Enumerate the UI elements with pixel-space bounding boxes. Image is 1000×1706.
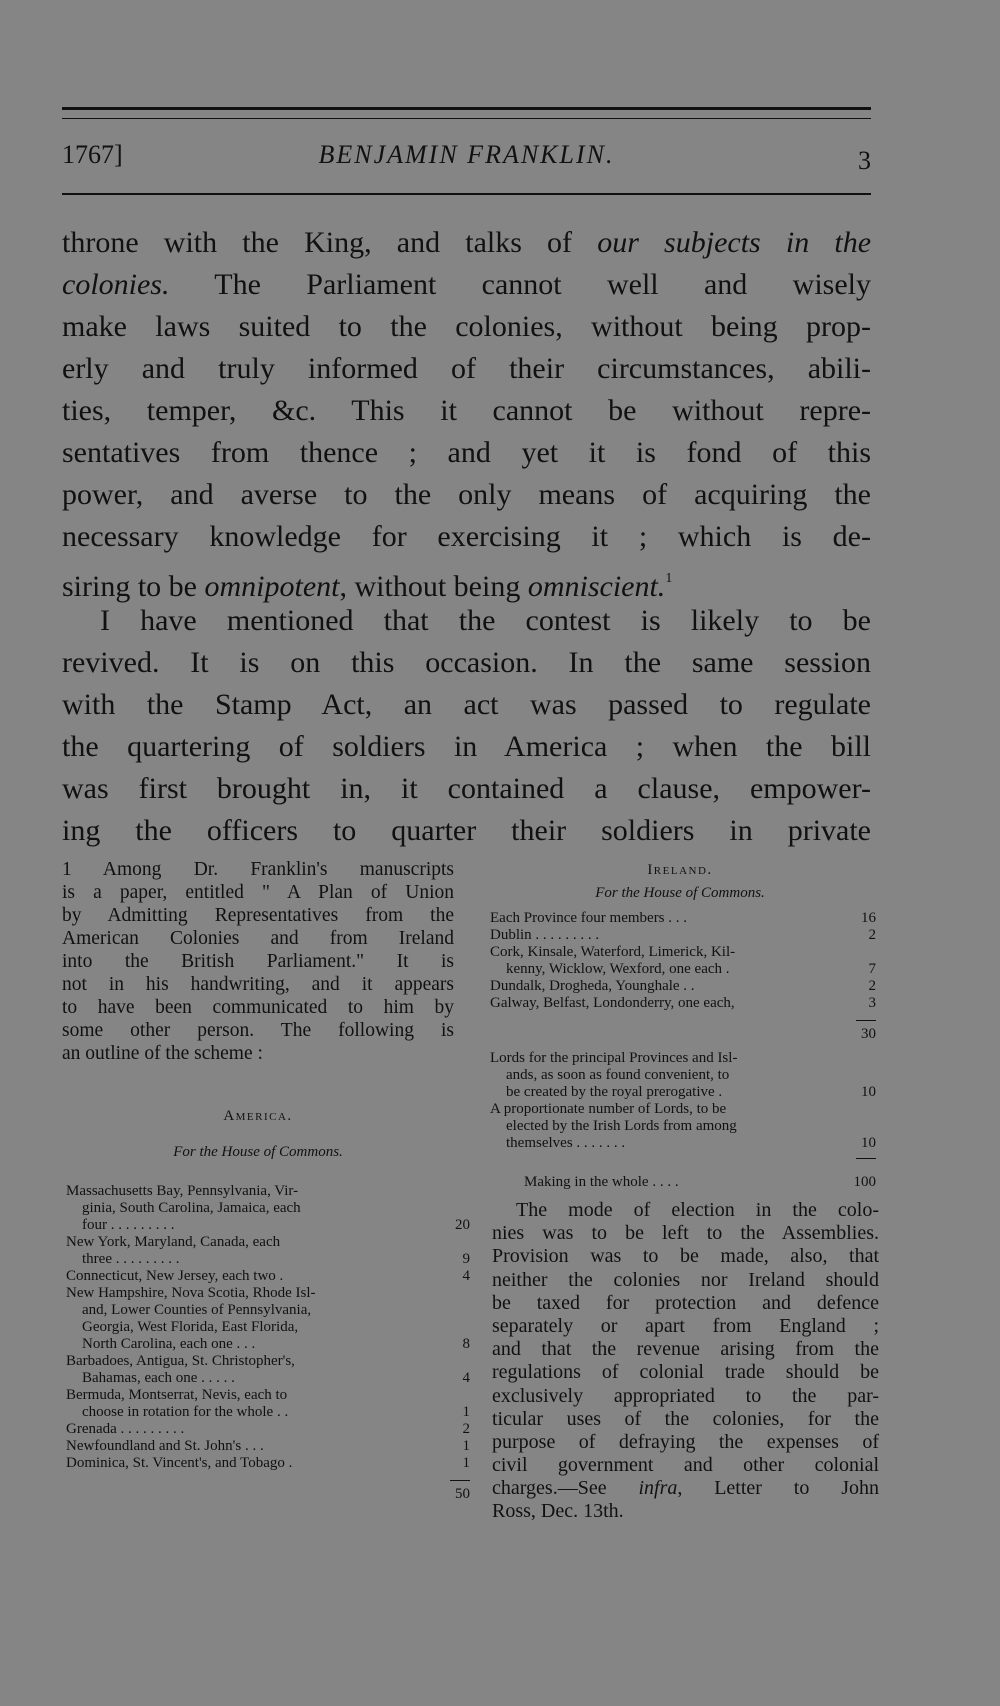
row-count: 2 <box>462 1421 470 1437</box>
row-label: three . . . . . . . . . <box>82 1251 180 1267</box>
body-line: I have mentioned that the contest is likely to be <box>100 604 871 637</box>
row-label: Georgia, West Florida, East Florida, <box>82 1319 299 1335</box>
table-row <box>66 1370 470 1387</box>
table-row <box>66 1200 470 1217</box>
header-year: 1767] <box>62 140 123 169</box>
row-label: Making in the whole . . . . <box>524 1174 679 1190</box>
body-line: with the Stamp Act, an act was passed to regulate <box>62 688 871 721</box>
row-count: 8 <box>462 1336 470 1352</box>
row-count: 9 <box>462 1251 470 1267</box>
footnote-line: 1 Among Dr. Franklin's manuscripts <box>62 859 454 880</box>
table-row <box>66 1438 470 1455</box>
footnote-line: Provision was to be made, also, that <box>492 1245 879 1268</box>
footnote-line: nies was to be left to the Assemblies. <box>492 1222 879 1245</box>
footnote-line: by Admitting Representatives from the <box>62 905 454 926</box>
body-line: the quartering of soldiers in America ; when the bill <box>62 730 871 763</box>
table-row <box>66 1251 470 1268</box>
table-row <box>490 1135 876 1152</box>
table-row <box>66 1217 470 1234</box>
row-count: 2 <box>868 978 876 994</box>
table-row <box>66 1404 470 1421</box>
body-line: sentatives from thence ; and yet it is fond of this <box>62 436 871 469</box>
america-table <box>66 1183 470 1502</box>
row-label: New York, Maryland, Canada, each <box>66 1234 281 1250</box>
footnote-line: neither the colonies nor Ireland should <box>492 1268 879 1291</box>
body-line: ties, temper, &c. This it cannot be without repre- <box>62 394 871 427</box>
row-count: 10 <box>861 1084 876 1100</box>
table-row <box>66 1302 470 1319</box>
footnote-line: separately or apart from England ; <box>492 1314 879 1337</box>
row-count: 4 <box>462 1268 470 1284</box>
body-line: make laws suited to the colonies, without being prop- <box>62 310 871 343</box>
footnote-line: and that the revenue arising from the <box>492 1338 879 1361</box>
row-count: 16 <box>861 910 876 926</box>
row-label: Cork, Kinsale, Waterford, Limerick, Kil- <box>490 944 736 960</box>
body-line: revived. It is on this occasion. In the same session <box>62 646 871 679</box>
footnote-line: Ross, Dec. 13th. <box>492 1500 624 1523</box>
row-label: Dundalk, Drogheda, Younghale . . <box>490 978 695 994</box>
row-count: 3 <box>868 995 876 1011</box>
row-label: North Carolina, each one . . . <box>82 1336 256 1352</box>
row-count: 1 <box>462 1455 470 1471</box>
row-label: Grenada . . . . . . . . . <box>66 1421 185 1437</box>
header-title: BENJAMIN FRANKLIN. <box>318 140 615 169</box>
row-label: Barbadoes, Antigua, St. Christopher's, <box>66 1353 295 1369</box>
footnote-line: some other person. The following is <box>62 1020 454 1041</box>
row-label: Newfoundland and St. John's . . . <box>66 1438 264 1454</box>
running-header <box>62 140 871 182</box>
row-label: Galway, Belfast, Londonderry, one each, <box>490 995 735 1011</box>
footnote-line: is a paper, entitled " A Plan of Union <box>62 882 454 903</box>
row-label: elected by the Irish Lords from among <box>506 1118 737 1134</box>
footnote-line: The mode of election in the colo- <box>516 1199 879 1221</box>
row-label: Bermuda, Montserrat, Nevis, each to <box>66 1387 288 1403</box>
body-line: erly and truly informed of their circumstances, abili- <box>62 352 871 385</box>
table-row <box>66 1183 470 1200</box>
body-line: siring to be omnipotent, without being omniscient.$^1$ <box>62 570 673 603</box>
footnote-line: exclusively appropriated to the par- <box>492 1384 879 1407</box>
footnote-line: not in his handwriting, and it appears <box>62 974 454 995</box>
row-label: New Hampshire, Nova Scotia, Rhode Isl- <box>66 1285 316 1301</box>
top-rule-thick <box>62 107 871 110</box>
row-label: be created by the royal prerogative . <box>506 1084 723 1100</box>
body-line: was first brought in, it contained a clause, empower- <box>62 772 871 805</box>
page-number: 3 <box>858 146 871 175</box>
ireland-subheading: For the House of Commons. <box>595 885 765 901</box>
row-label: Bahamas, each one . . . . . <box>82 1370 235 1386</box>
row-label: Each Province four members . . . <box>490 910 688 926</box>
table-row <box>66 1234 470 1251</box>
row-label: Connecticut, New Jersey, each two . <box>66 1268 284 1284</box>
row-label: Massachusetts Bay, Pennsylvania, Vir- <box>66 1183 299 1199</box>
row-label: A proportionate number of Lords, to be <box>490 1101 727 1117</box>
ireland-whole-table <box>490 1174 876 1191</box>
row-label: kenny, Wicklow, Wexford, one each . <box>506 961 730 977</box>
row-count: 4 <box>462 1370 470 1386</box>
footnote-line: civil government and other colonial <box>492 1454 879 1477</box>
table-row <box>490 1174 876 1191</box>
table-row <box>490 910 876 927</box>
table-row <box>490 1067 876 1084</box>
row-count: 100 <box>853 1174 876 1190</box>
table-row <box>490 927 876 944</box>
row-label: ands, as soon as found convenient, to <box>506 1067 730 1083</box>
footnote-right <box>492 1199 879 1524</box>
main-text <box>62 222 871 852</box>
sum-rule <box>856 1158 876 1159</box>
footnote-line: American Colonies and from Ireland <box>62 928 454 949</box>
table-row <box>66 1268 470 1285</box>
body-line: necessary knowledge for exercising it ; which is de- <box>62 520 871 553</box>
table-row <box>490 978 876 995</box>
row-label: themselves . . . . . . . <box>506 1135 626 1151</box>
table-row <box>490 944 876 961</box>
footnote-line: regulations of colonial trade should be <box>492 1361 879 1384</box>
table-row <box>490 995 876 1012</box>
table-row <box>66 1285 470 1302</box>
top-rule-thin <box>62 118 871 119</box>
row-label: choose in rotation for the whole . . <box>82 1404 289 1420</box>
total-count: 30 <box>861 1026 876 1042</box>
footnote-line: to have been communicated to him by <box>62 997 454 1018</box>
body-line: throne with the King, and talks of our subjects in the <box>62 226 872 259</box>
total-count: 50 <box>455 1486 470 1502</box>
table-row <box>66 1353 470 1370</box>
table-row <box>66 1421 470 1438</box>
footnote-line: into the British Parliament." It is <box>62 951 454 972</box>
america-subheading: For the House of Commons. <box>173 1144 343 1160</box>
footnote-marker: 1 <box>665 571 673 586</box>
body-line: ing the officers to quarter their soldiers in private <box>62 814 871 847</box>
america-heading: America. <box>223 1108 293 1124</box>
row-label: and, Lower Counties of Pennsylvania, <box>82 1302 312 1318</box>
sum-rule <box>856 1020 876 1021</box>
footnote-line: an outline of the scheme : <box>62 1043 263 1064</box>
body-line: colonies. The Parliament cannot well and wisely <box>62 268 871 301</box>
row-count: 20 <box>455 1217 470 1233</box>
row-count: 2 <box>868 927 876 943</box>
table-row <box>66 1336 470 1353</box>
row-label: Dublin . . . . . . . . . <box>490 927 600 943</box>
table-row <box>490 1050 876 1067</box>
footnote-line: charges.—See infra, Letter to John <box>492 1477 879 1500</box>
footnote-line: ticular uses of the colonies, for the <box>492 1407 879 1430</box>
row-label: Lords for the principal Provinces and Isl- <box>490 1050 738 1066</box>
sum-rule <box>450 1480 470 1481</box>
footnote-line: be taxed for protection and defence <box>492 1291 879 1314</box>
row-label: four . . . . . . . . . <box>82 1217 175 1233</box>
row-count: 1 <box>462 1404 470 1420</box>
table-row <box>490 961 876 978</box>
row-label: Dominica, St. Vincent's, and Tobago . <box>66 1455 293 1471</box>
table-row <box>490 1118 876 1135</box>
table-row <box>66 1387 470 1404</box>
table-row <box>490 1101 876 1118</box>
body-line: power, and averse to the only means of acquiring the <box>62 478 871 511</box>
row-label: ginia, South Carolina, Jamaica, each <box>82 1200 301 1216</box>
ireland-lords-table <box>490 1050 876 1152</box>
row-count: 1 <box>462 1438 470 1454</box>
table-row <box>66 1455 470 1472</box>
header-rule <box>62 193 871 195</box>
table-row <box>66 1319 470 1336</box>
ireland-table <box>490 910 876 1042</box>
ireland-heading: Ireland. <box>647 862 713 878</box>
footnote-left <box>62 858 454 1065</box>
row-count: 10 <box>861 1135 876 1151</box>
row-count: 7 <box>868 961 876 977</box>
table-row <box>490 1084 876 1101</box>
footnote-line: purpose of defraying the expenses of <box>492 1430 879 1453</box>
